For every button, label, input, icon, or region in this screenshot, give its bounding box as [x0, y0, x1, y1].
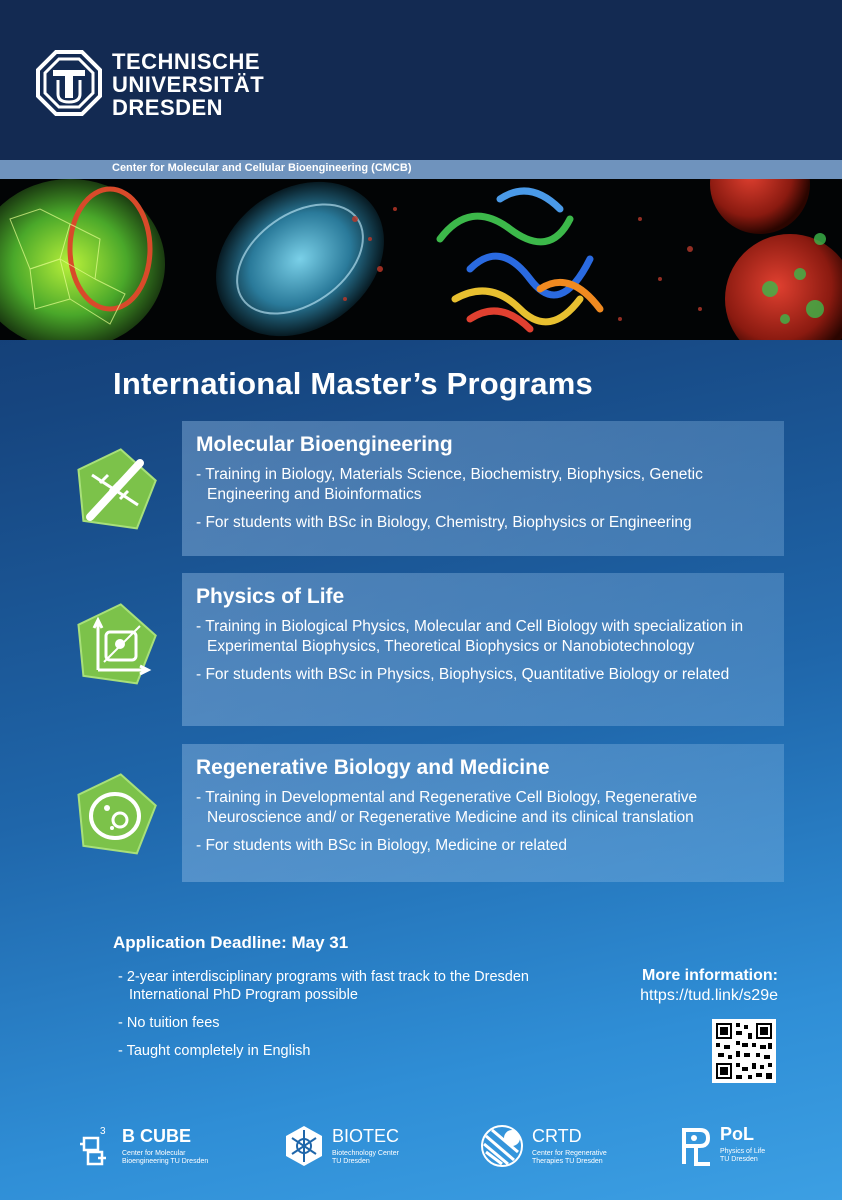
- university-line-3: DRESDEN: [112, 95, 224, 120]
- page-title: International Master’s Programs: [113, 366, 593, 401]
- program-bullet: - For students with BSc in Physics, Biophysics, Quantitative Biology or related: [196, 665, 770, 685]
- university-line-1: TECHNISCHE: [112, 49, 261, 74]
- program-regenerative-biology: [182, 744, 784, 882]
- partner-subtitle: Center for Regenerative: [532, 1150, 607, 1157]
- more-info-link[interactable]: https://tud.link/s29e: [640, 987, 778, 1004]
- partner-subtitle: Therapies TU Dresden: [532, 1158, 603, 1165]
- bcube-logo-icon: [78, 1122, 118, 1170]
- program-bullet: - For students with BSc in Biology, Chemistry, Biophysics or Engineering: [196, 513, 770, 533]
- tud-logo-icon: [36, 50, 102, 116]
- program-title: Physics of Life: [196, 585, 345, 608]
- partner-name: BIOTEC: [332, 1126, 400, 1146]
- cell-icon: [70, 770, 160, 860]
- partner-subtitle: Biotechnology Center: [332, 1150, 399, 1157]
- university-name: [112, 50, 264, 119]
- program-molecular-bioengineering: [182, 421, 784, 556]
- microscopy-image: [0, 179, 842, 340]
- cell-physics-icon: [70, 600, 160, 690]
- partner-subtitle: Physics of Life: [720, 1148, 766, 1155]
- application-deadline: Application Deadline: May 31: [113, 933, 349, 952]
- partner-crtd: [480, 1122, 630, 1172]
- svg-text:3: 3: [100, 1126, 106, 1137]
- fact-item: - 2-year interdisciplinary programs with fast track to the Dresden International PhD Program possible: [118, 968, 538, 1004]
- program-bullet: - Training in Developmental and Regenerative Cell Biology, Regenerative Neuroscience and/ or Regenerative Medicine and its clinical translation: [196, 788, 770, 828]
- partner-name: CRTD: [532, 1126, 582, 1146]
- center-name: Center for Molecular and Cellular Bioengineering (CMCB): [112, 162, 412, 174]
- partner-subtitle: TU Dresden: [720, 1156, 758, 1163]
- pol-logo-icon: [676, 1122, 716, 1170]
- university-line-2: UNIVERSITÄT: [112, 72, 265, 97]
- header-bar: [0, 0, 842, 160]
- more-information: [640, 967, 778, 1005]
- qr-code-icon[interactable]: [712, 1019, 776, 1083]
- more-info-label: More information:: [642, 967, 778, 984]
- program-facts: [118, 968, 538, 1070]
- partner-biotec: [282, 1122, 422, 1172]
- partner-bcube: [78, 1122, 228, 1172]
- biotec-logo-icon: [282, 1122, 326, 1170]
- partner-subtitle: Bioengineering TU Dresden: [122, 1158, 209, 1165]
- program-title: Molecular Bioengineering: [196, 433, 453, 456]
- program-bullet: - Training in Biological Physics, Molecular and Cell Biology with specialization in Experimental Biophysics, Theoretical Biophysics or Nanobiotechnology: [196, 617, 770, 657]
- microscopy-banner: [0, 179, 842, 340]
- partner-pol: [676, 1122, 796, 1172]
- partner-name: B CUBE: [122, 1126, 192, 1146]
- program-physics-of-life: [182, 573, 784, 726]
- fact-item: - No tuition fees: [118, 1014, 538, 1032]
- crtd-logo-icon: [480, 1122, 526, 1170]
- partner-subtitle: Center for Molecular: [122, 1150, 186, 1157]
- dna-icon: [70, 445, 160, 535]
- partner-name: PoL: [720, 1124, 754, 1144]
- program-bullet: - Training in Biology, Materials Science, Biochemistry, Biophysics, Genetic Engineering and Bioinformatics: [196, 465, 770, 505]
- program-bullet: - For students with BSc in Biology, Medicine or related: [196, 836, 770, 856]
- program-title: Regenerative Biology and Medicine: [196, 756, 550, 779]
- partner-subtitle: TU Dresden: [332, 1158, 370, 1165]
- fact-item: - Taught completely in English: [118, 1042, 538, 1060]
